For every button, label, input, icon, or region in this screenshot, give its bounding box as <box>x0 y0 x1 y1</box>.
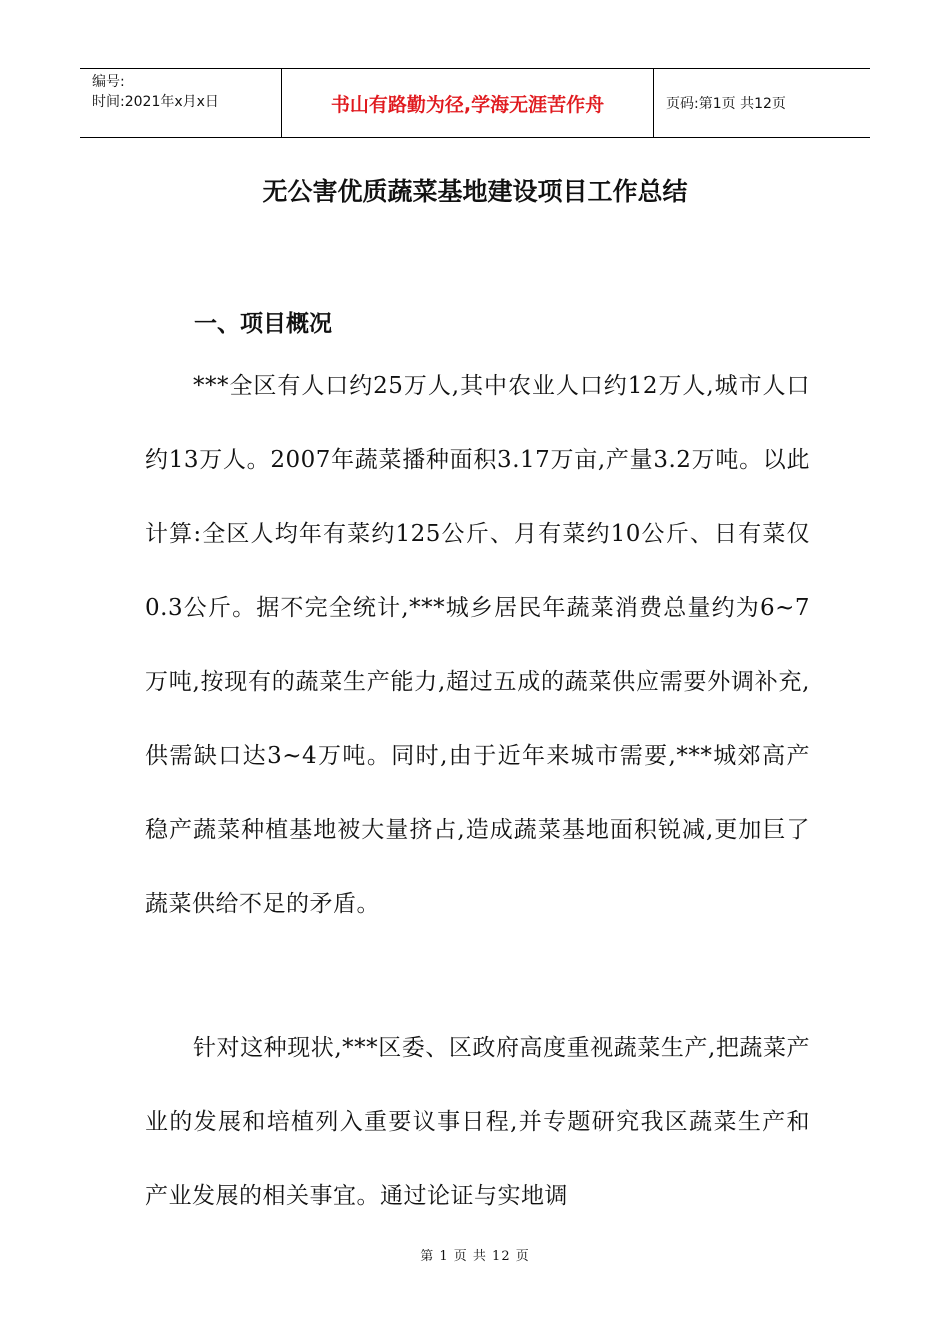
header-page-info: 页码:第1页 共12页 <box>666 96 786 112</box>
body-paragraph: ***全区有人口约25万人,其中农业人口约12万人,城市人口约13万人。2007年蔬菜播种面积3.17万亩,产量3.2万吨。以此计算:全区人均年有菜约125公斤、月有菜约10公斤、日有菜仅0.3公斤。据不完全统计,***城乡居民年蔬菜消费总量约为6~7万吨,按现有的蔬菜生产能力,超过五成的蔬菜供应需要外调补充,供需缺口达3~4万吨。同时,由于近年来城市需要,***城郊高产稳产蔬菜种植基地被大量挤占,造成蔬菜基地面积锐减,更加巨了蔬菜供给不足的矛盾。 <box>145 373 810 917</box>
page-footer: 第 1 页 共 12 页 <box>420 1249 530 1264</box>
body-paragraph: 针对这种现状,***区委、区政府高度重视蔬菜生产,把蔬菜产业的发展和培植列入重要议事日程,并专题研究我区蔬菜生产和产业发展的相关事宜。通过论证与实地调 <box>145 1035 810 1209</box>
section-heading: 一、项目概况 <box>194 311 332 337</box>
document-title: 无公害优质蔬菜基地建设项目工作总结 <box>262 177 688 206</box>
header-meta <box>80 69 281 137</box>
header-motto: 书山有路勤为径,学海无涯苦作舟 <box>281 69 654 137</box>
header-date: 时间:2021年x月x日 <box>92 94 219 110</box>
document-header <box>80 68 870 138</box>
header-number-label: 编号: <box>92 74 125 90</box>
